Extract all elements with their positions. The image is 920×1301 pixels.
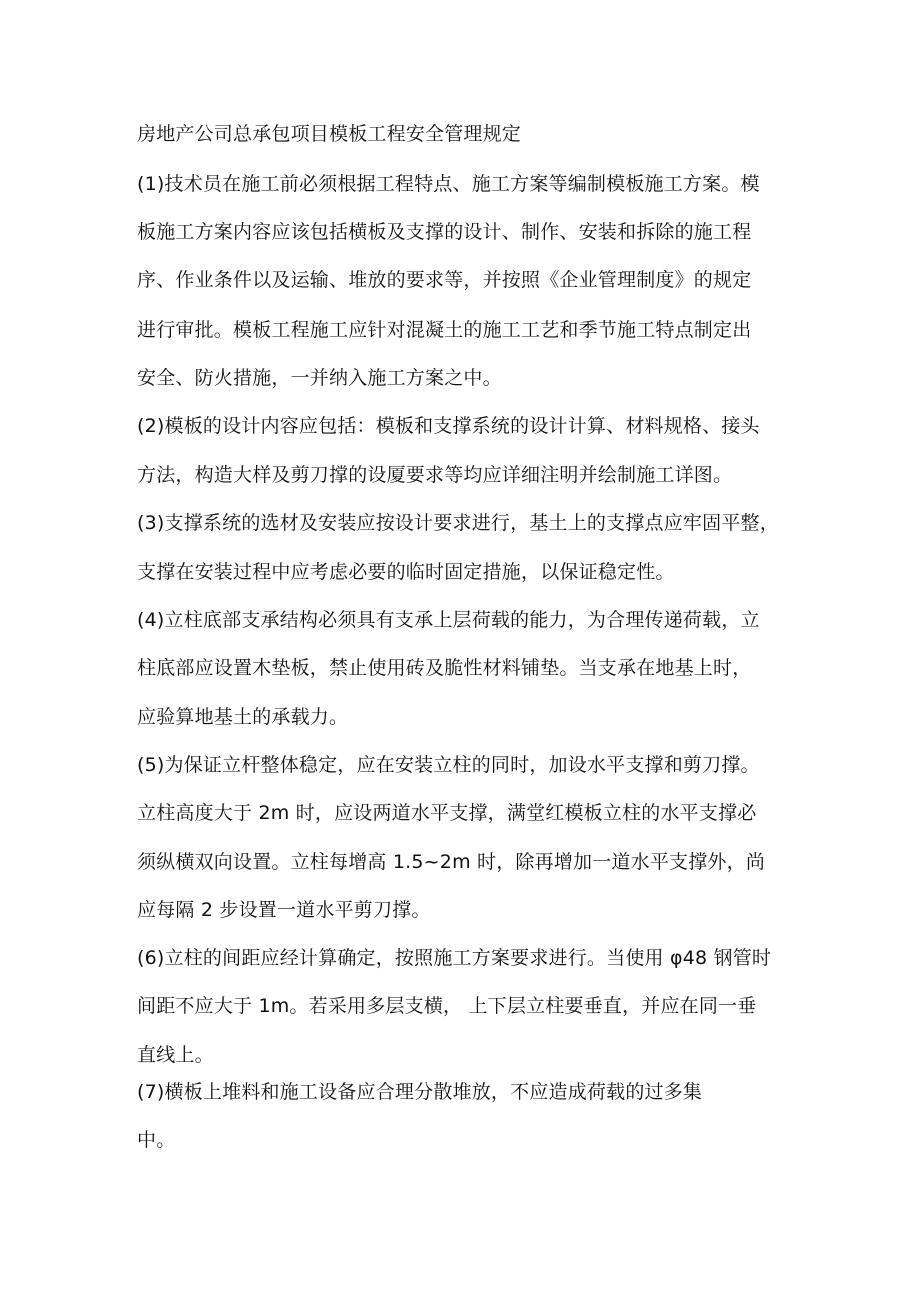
paragraph-5-line-2: 立柱高度大于 2m 时，应设两道水平支撑，满堂红模板立柱的水平支撑必 [137,802,757,824]
paragraph-1-line-5: 安全、防火措施，一并纳入施工方案之中。 [137,367,502,389]
document-title: 房地产公司总承包项目模板工程安全管理规定 [137,123,522,145]
paragraph-5-line-3: 须纵横双向设置。立柱每增高 1.5~2m 时，除再增加一道水平支撑外，尚 [137,851,766,873]
paragraph-5-line-1: (5)为保证立杆整体稳定，应在安装立柱的同时，加设水平支撑和剪刀撑。 [137,754,760,776]
paragraph-5-line-4: 应每隔 2 步设置一道水平剪刀撑。 [137,899,431,921]
paragraph-3-line-1: (3)支撑系统的选材及安装应按设计要求进行，基土上的支撑点应牢固平整， [137,512,779,534]
paragraph-4-line-3: 应验算地基土的承载力。 [137,706,349,728]
paragraph-2-line-1: (2)模板的设计内容应包括：模板和支撑系统的设计计算、材料规格、接头 [137,415,760,437]
paragraph-6-line-3: 直线上。 [137,1044,214,1066]
paragraph-3-line-2: 支撑在安装过程中应考虑必要的临时固定措施，以保证稳定性。 [137,561,675,583]
paragraph-7-line-1: (7)横板上堆料和施工设备应合理分散堆放，不应造成荷载的过多集 [137,1081,703,1103]
paragraph-1-line-2: 板施工方案内容应该包括横板及支撑的设计、制作、安装和拆除的施工程 [137,221,752,243]
paragraph-6-line-1: (6)立柱的间距应经计算确定，按照施工方案要求进行。当使用 φ48 钢管时 [137,947,772,969]
paragraph-1-line-4: 进行审批。模板工程施工应针对混凝土的施工工艺和季节施工特点制定出 [137,319,752,341]
paragraph-1-line-1: (1)技术员在施工前必须根据工程特点、施工方案等编制模板施工方案。模 [137,173,760,195]
paragraph-2-line-2: 方法，构造大样及剪刀撑的设厦要求等均应详细注明并绘制施工详图。 [137,464,733,486]
paragraph-7-line-2: 中。 [137,1129,176,1151]
paragraph-1-line-3: 序、作业条件以及运输、堆放的要求等，并按照《企业管理制度》的规定 [137,269,752,291]
paragraph-4-line-2: 柱底部应设置木垫板，禁止使用砖及脆性材料铺垫。当支承在地基上时， [137,657,752,679]
paragraph-4-line-1: (4)立柱底部支承结构必须具有支承上层荷载的能力，为合理传递荷载，立 [137,609,760,631]
paragraph-6-line-2: 间距不应大于 1m。若采用多层支横， 上下层立柱要垂直，并应在同一垂 [137,995,757,1017]
